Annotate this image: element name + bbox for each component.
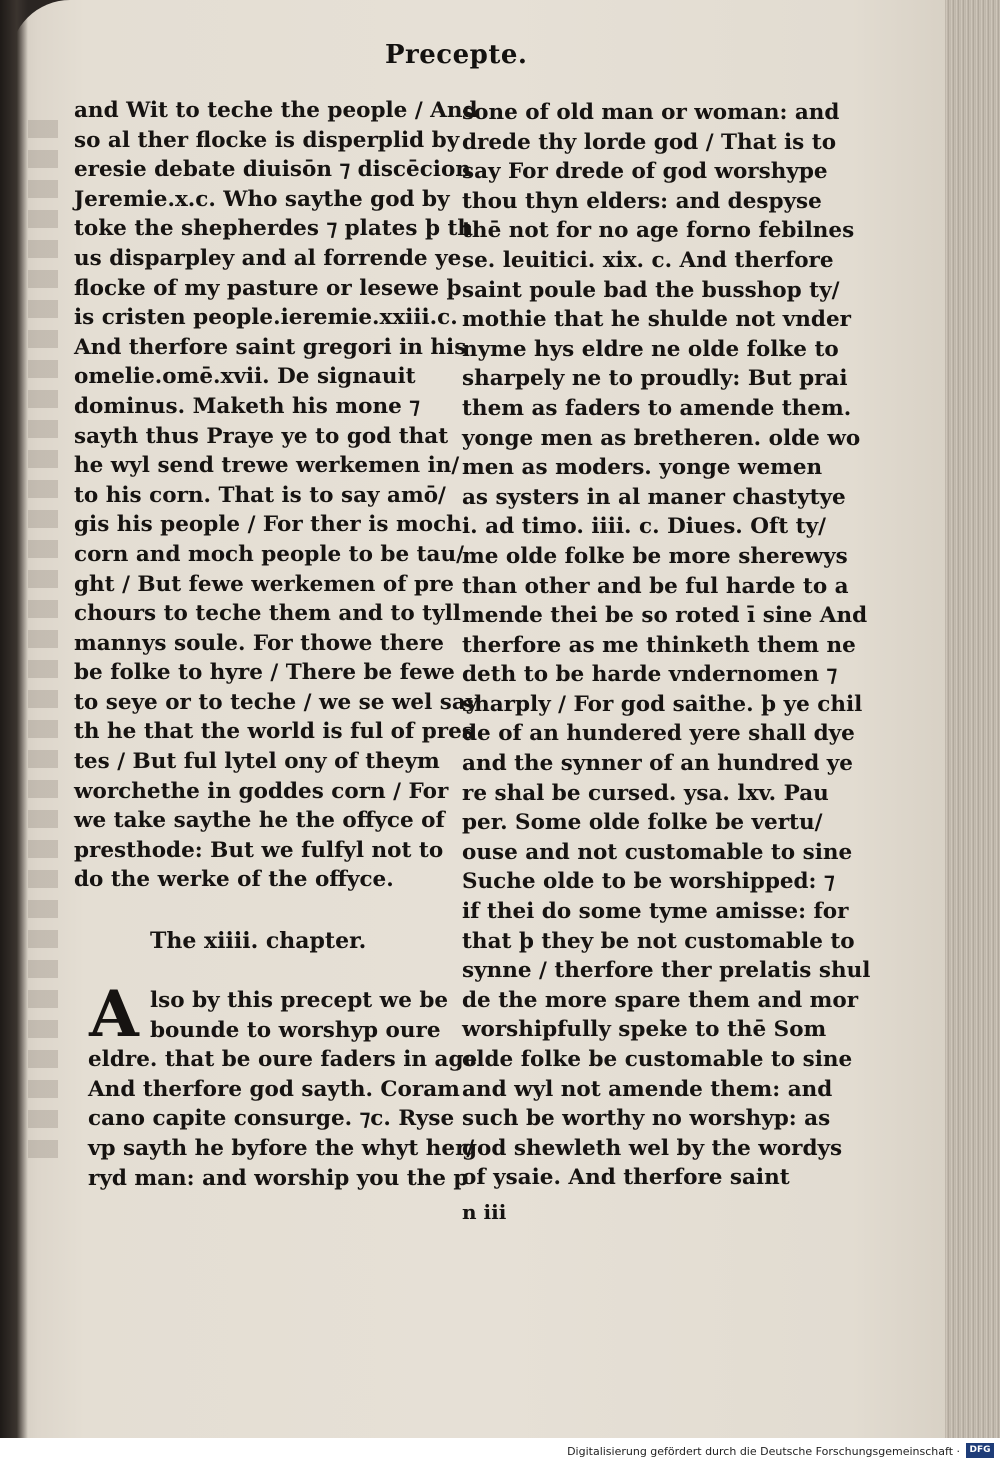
left-column-line: to his corn. That is to say amō/ <box>74 482 446 508</box>
page-edges <box>945 0 1000 1438</box>
left-column-line: flocke of my pasture or lesewe þ <box>74 275 462 301</box>
right-column-line: per. Some olde folke be vertu/ <box>462 810 823 836</box>
right-column-line: worshipfully speke to thē Som <box>462 1017 827 1043</box>
right-column-line: if thei do some tyme amisse: for <box>462 899 849 925</box>
right-column-line: me olde folke be more sherewys <box>462 543 848 569</box>
right-column-line: thē not for no age forno febilnes <box>462 218 855 244</box>
left-column-continued-line: And therfore god sayth. Coram <box>88 1076 460 1102</box>
right-column-line: olde folke be customable to sine <box>462 1047 853 1072</box>
right-column-line: and the synner of an hundred ye <box>462 751 853 777</box>
left-column-line: eresie debate diuisōn ⁊ discēcion <box>74 157 471 183</box>
right-column <box>462 98 870 1193</box>
right-column-line: sone of old man or woman: and <box>462 100 840 125</box>
right-column-line: mende thei be so roted ī sine And <box>462 603 868 629</box>
left-column-line: be folke to hyre / There be fewe <box>74 660 455 686</box>
left-column-line: to seye or to teche / we se wel say <box>74 689 479 715</box>
right-column-line: re shal be cursed. ysa. lxv. Pau <box>462 780 829 806</box>
right-column-line: men as moders. yonge wemen <box>462 455 823 481</box>
right-column-line: and wyl not amende them: and <box>462 1076 833 1102</box>
signature-mark: n iii <box>462 1200 507 1224</box>
left-column-continued-line: bounde to worshyp oure <box>150 1017 441 1043</box>
left-column-continued <box>88 977 478 1193</box>
chapter-heading: The xiiii. chapter. <box>150 928 367 954</box>
left-column-line: th he that the world is ful of pres <box>74 719 474 745</box>
footer-bar <box>0 1438 1000 1464</box>
right-column-line: drede thy lorde god / That is to <box>462 129 837 155</box>
left-column-line: Jeremie.x.c. Who saythe god by <box>74 186 450 212</box>
binding-shadow <box>0 0 28 1438</box>
left-column-line: he wyl send trewe werkemen in/ <box>74 453 460 479</box>
right-column-line: say For drede of god worshype <box>462 159 828 185</box>
right-column-line: se. leuitici. xix. c. And therfore <box>462 247 834 273</box>
right-column-line: yonge men as bretheren. olde wo <box>462 425 861 451</box>
right-column-line: deth to be harde vndernomen ⁊ <box>462 662 838 688</box>
right-column-line: i. ad timo. iiii. c. Diues. Oft ty/ <box>462 514 826 540</box>
left-column-line: toke the shepherdes ⁊ plates þ th <box>74 216 474 242</box>
left-column-line: worchethe in goddes corn / For <box>74 778 449 804</box>
dfg-logo: DFG <box>966 1443 994 1458</box>
left-column-line: ght / But fewe werkemen of pre <box>74 571 454 597</box>
left-column-line: omelie.omē.xvii. De signauit <box>74 364 416 390</box>
right-column-line: de of an hundered yere shall dye <box>462 721 855 747</box>
footer-credit: Digitalisierung gefördert durch die Deutsche Forschungsgemeinschaft · <box>567 1445 960 1458</box>
left-column-continued-line: lso by this precept we be <box>150 988 449 1013</box>
right-column-line: nyme hys eldre ne olde folke to <box>462 336 839 362</box>
left-column-line: so al ther flocke is disperplid by <box>74 127 460 153</box>
left-column-line: is cristen people.ieremie.xxiii.c. <box>74 305 458 331</box>
left-column-line: us disparpley and al forrende ye <box>74 245 462 271</box>
left-column-continued-line: ryd man: and worship you the p <box>88 1165 469 1191</box>
right-column-line: such be worthy no worshyp: as <box>462 1106 831 1132</box>
left-column-continued-line: eldre. that be oure faders in age <box>88 1047 478 1073</box>
left-column <box>74 96 478 895</box>
decorated-initial: A <box>89 977 139 1052</box>
running-head: Precepte. <box>385 40 528 70</box>
right-column-line: them as faders to amende them. <box>462 395 852 421</box>
right-column-line: Suche olde to be worshipped: ⁊ <box>462 869 835 895</box>
right-column-line: as systers in al maner chastytye <box>462 484 846 510</box>
right-column-line: ouse and not customable to sine <box>462 839 853 865</box>
left-column-line: corn and moch people to be tau/ <box>74 541 464 567</box>
right-column-line: synne / therfore ther prelatis shul <box>462 958 871 984</box>
right-column-line: sharpely ne to proudly: But prai <box>462 366 848 392</box>
left-column-continued-line: cano capite consurge. ⁊c. Ryse <box>88 1106 455 1132</box>
left-column-line: gis his people / For ther is moch <box>74 512 462 538</box>
right-column-line: saint poule bad the busshop ty/ <box>462 277 840 303</box>
left-column-line: presthode: But we fulfyl not to <box>74 837 444 863</box>
left-column-line: sayth thus Praye ye to god that <box>74 423 449 449</box>
left-column-line: and Wit to teche the people / And <box>74 98 478 123</box>
left-column-line: tes / But ful lytel ony of theym <box>74 749 440 775</box>
right-column-line: mothie that he shulde not vnder <box>462 307 851 333</box>
left-column-continued-line: vp sayth he byfore the whyt her/ <box>88 1135 475 1161</box>
right-column-line: therfore as me thinketh them ne <box>462 632 856 658</box>
right-column-line: that þ they be not customable to <box>462 928 855 954</box>
left-column-line: dominus. Maketh his mone ⁊ <box>74 393 420 419</box>
left-column-line: mannys soule. For thowe there <box>74 630 444 656</box>
right-column-line: thou thyn elders: and despyse <box>462 188 822 214</box>
left-column-line: And therfore saint gregori in his <box>74 334 467 360</box>
right-column-line: than other and be ful harde to a <box>462 573 849 599</box>
left-column-line: chours to teche them and to tyll <box>74 601 461 627</box>
right-column-line: of ysaie. And therfore saint <box>462 1165 790 1191</box>
show-through-text <box>28 120 58 1160</box>
right-column-line: de the more spare them and mor <box>462 987 859 1013</box>
left-column-line: do the werke of the offyce. <box>74 867 394 893</box>
right-column-line: sharply / For god saithe. þ ye chil <box>462 691 863 717</box>
right-column-line: god shewleth wel by the wordys <box>462 1135 843 1161</box>
left-column-line: we take saythe he the offyce of <box>74 808 445 834</box>
